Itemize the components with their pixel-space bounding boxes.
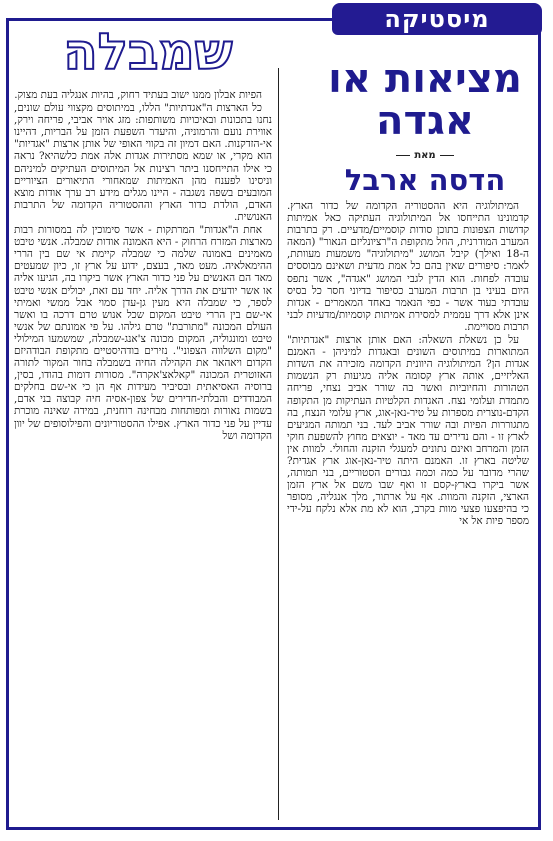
left-article-column	[14, 89, 272, 823]
headline-line-1: מציאות או	[328, 56, 522, 102]
headline-line-2: אגדה	[376, 98, 474, 144]
column-divider	[278, 68, 279, 820]
article-headline	[320, 58, 530, 142]
section-badge: מיסטיקה	[332, 3, 542, 35]
right-paragraph-1: המיתולוגיה היא ההסטוריה הקדומה של כדור הארץ. קדמונינו התייחסו אל המיתולוגיה העתיקה כאל אמיתות קדושות הצפונות בתוכן סודות קוסמיים/מדעיים. רק בתרבות המערב המודרנית, החל מתקופת ה"רציונליזם הנאור" (המאה ה-18 ואילך) קיבל המושג "מיתולוגיה" משמעות מעוותת, לאמר: סיפורים שאין בהם כל אמת מדעית ושאינם מבוססים עובדה לפחות. הוא הדין לגבי המושג "אגדה", אשר נתפס היום בעיני בן תרבות המערב כסיפור בדיוני חסר כל בסיס עובדתי בעוד אשר - כפי הנאמר באחד המאמרים - אגדות אינן אלא דרך עממית למסירת אמיתות קוסמיות/מדעיות לבני תרבות מסויימת.	[287, 200, 529, 333]
right-article-column	[287, 200, 529, 822]
right-paragraph-2: על כן נשאלת השאלה: האם אותן ארצות "אגדתיות" המתוארות במיתוסים השונים ובאגדות למיניהן - האמנם אגדות הן? המיתולוגיה היוונית הקדומה מזכירה את השדות האליזיים, אותה ארץ קסומה אליה מגיעות רק הנשמות הטהורות והחיוביות ואשר בה שורר אביב נצחי, פריחה מתמדת ועלומי נצח. האגדות הקלטיות העתיקות מן התקופה הקדם-נוצרית מספרות על טיר-נאן-אוג, ארץ עלומי הנצח, בה מתגוררות הפיות ובה שורר אביב לעד. בני תמותה המגיעים לארץ זו - והם נדירים עד מאד - יוצאים מחוץ להשפעת חוקי הזמן והמרחב ואינם נתונים למעגלי הזקנה והחולי. למוות אין שליטה בארץ זו. האמנם היתה טיר-נאן-אוג ארץ אגדית? שהרי מדובר על כמה וכמה גבורים הסטוריים, בני תמותה, אשר ביקרו בארץ-קסם זו ואף שבו משם אל ארץ הזמן הארצי, הזקנה והמוות. אף על ארתור, מלך אנגליה, מסופר כי בהיפצעו פצעי מוות בקרב, הוא לא מת אלא נלקח על-ידי מספר פיות אל אי	[287, 334, 529, 528]
author-name: הדסה ארבל	[344, 163, 506, 197]
left-paragraph-3: אחת ה"אגדות" המרתקות - אשר סימוכין לה במסורות רבות מארצות המזרח הרחוק - היא האמונה אודות שמבלה. אנשי טיבט מאמינים באמונה שלמה כי שמבלה קיימת אי שם בין הררי ההימאלאיה. מעט מאד, בעצם, ידוע על ארץ זו, כיון שמעטים מאד הם האנשים על פני כדור הארץ אשר ביקרו בה, הגיעו אליה או אשר יודעים את הדרך אליה. יחד עם זאת, יכולים אנשי טיבט לספר, כי שמבלה היא מעין גן-עדן סמוי אבל ממשי ואמיתי אי-שם בין הררי טיבט המקום שכל אנוש טרם דרכה בו ואשר העולם המכונה "מתורבת" טרם גילהו. על פי אמונתם של אנשי טיבט ומונגוליה, המקום מכונה צ'אנג-שמבלה, שמשמעו המילולי "מקום השלווה הצפוני". נזירים בודהיסטיים מתקופת הבודהיזם הקדום ויאהאר את הקהילה החיה בשמבלה בחור המקור לתורה האזוטרית המכונה "קאלאצ'אקרה". מסורות דומות בהודו, בסין, ברוסיה האסיאתית ובסיביר מעידות אף הן כי אי-שם בחלקים המבודדים והבלתי-חדירים של צפון-אסיה חיה קבוצה בני אדם, בשמות נאורות ומפותחות מבחינה רוחנית, במידה שאינה מוכרת עדיין על פני כדור הארץ. אפילו ההסטוריונים והפילוסופים של יוון הקדומה ושל	[14, 224, 272, 442]
left-paragraph-1: הפיות אבלון ממנו ישוב בעתיד רחוק, בהיות אנגליה בעת מצוק.	[14, 89, 262, 101]
left-paragraph-2: כל הארצות ה"אגדתיות" הללו, במיתוסים מקצווי עולם שונים, נחנו בתכונות ובאיכויות משותפות: מזג אויר אביבי, פריחה וירק, אווירת נועם והרמוניה, והיעדר השפעת הזמן על הבריות, דהיינו אי-הזדקנות. האם דמיון זה בקווי האופי של אותן ארצות "אגדיות" הוא מקרי, או שמא מסתירות אגדות אלה אמת כלשהיא? נראה כי אילו התייחסנו ביתר רצינות אל המיתוסים העתיקים למיניהם וניסינו לפענח מהן האמיתות שמאחורי התיאורים הציוריים המובעים בשפה נשגבה - היינו מגלים מידע רב ערך אודות מוצא האדם, הולדת כדור הארץ וההסטוריה הקדומה של התרבות האנושית.	[14, 102, 272, 223]
byline-label: מאת	[320, 150, 530, 161]
shambhala-heading: שמבלה	[63, 23, 233, 81]
